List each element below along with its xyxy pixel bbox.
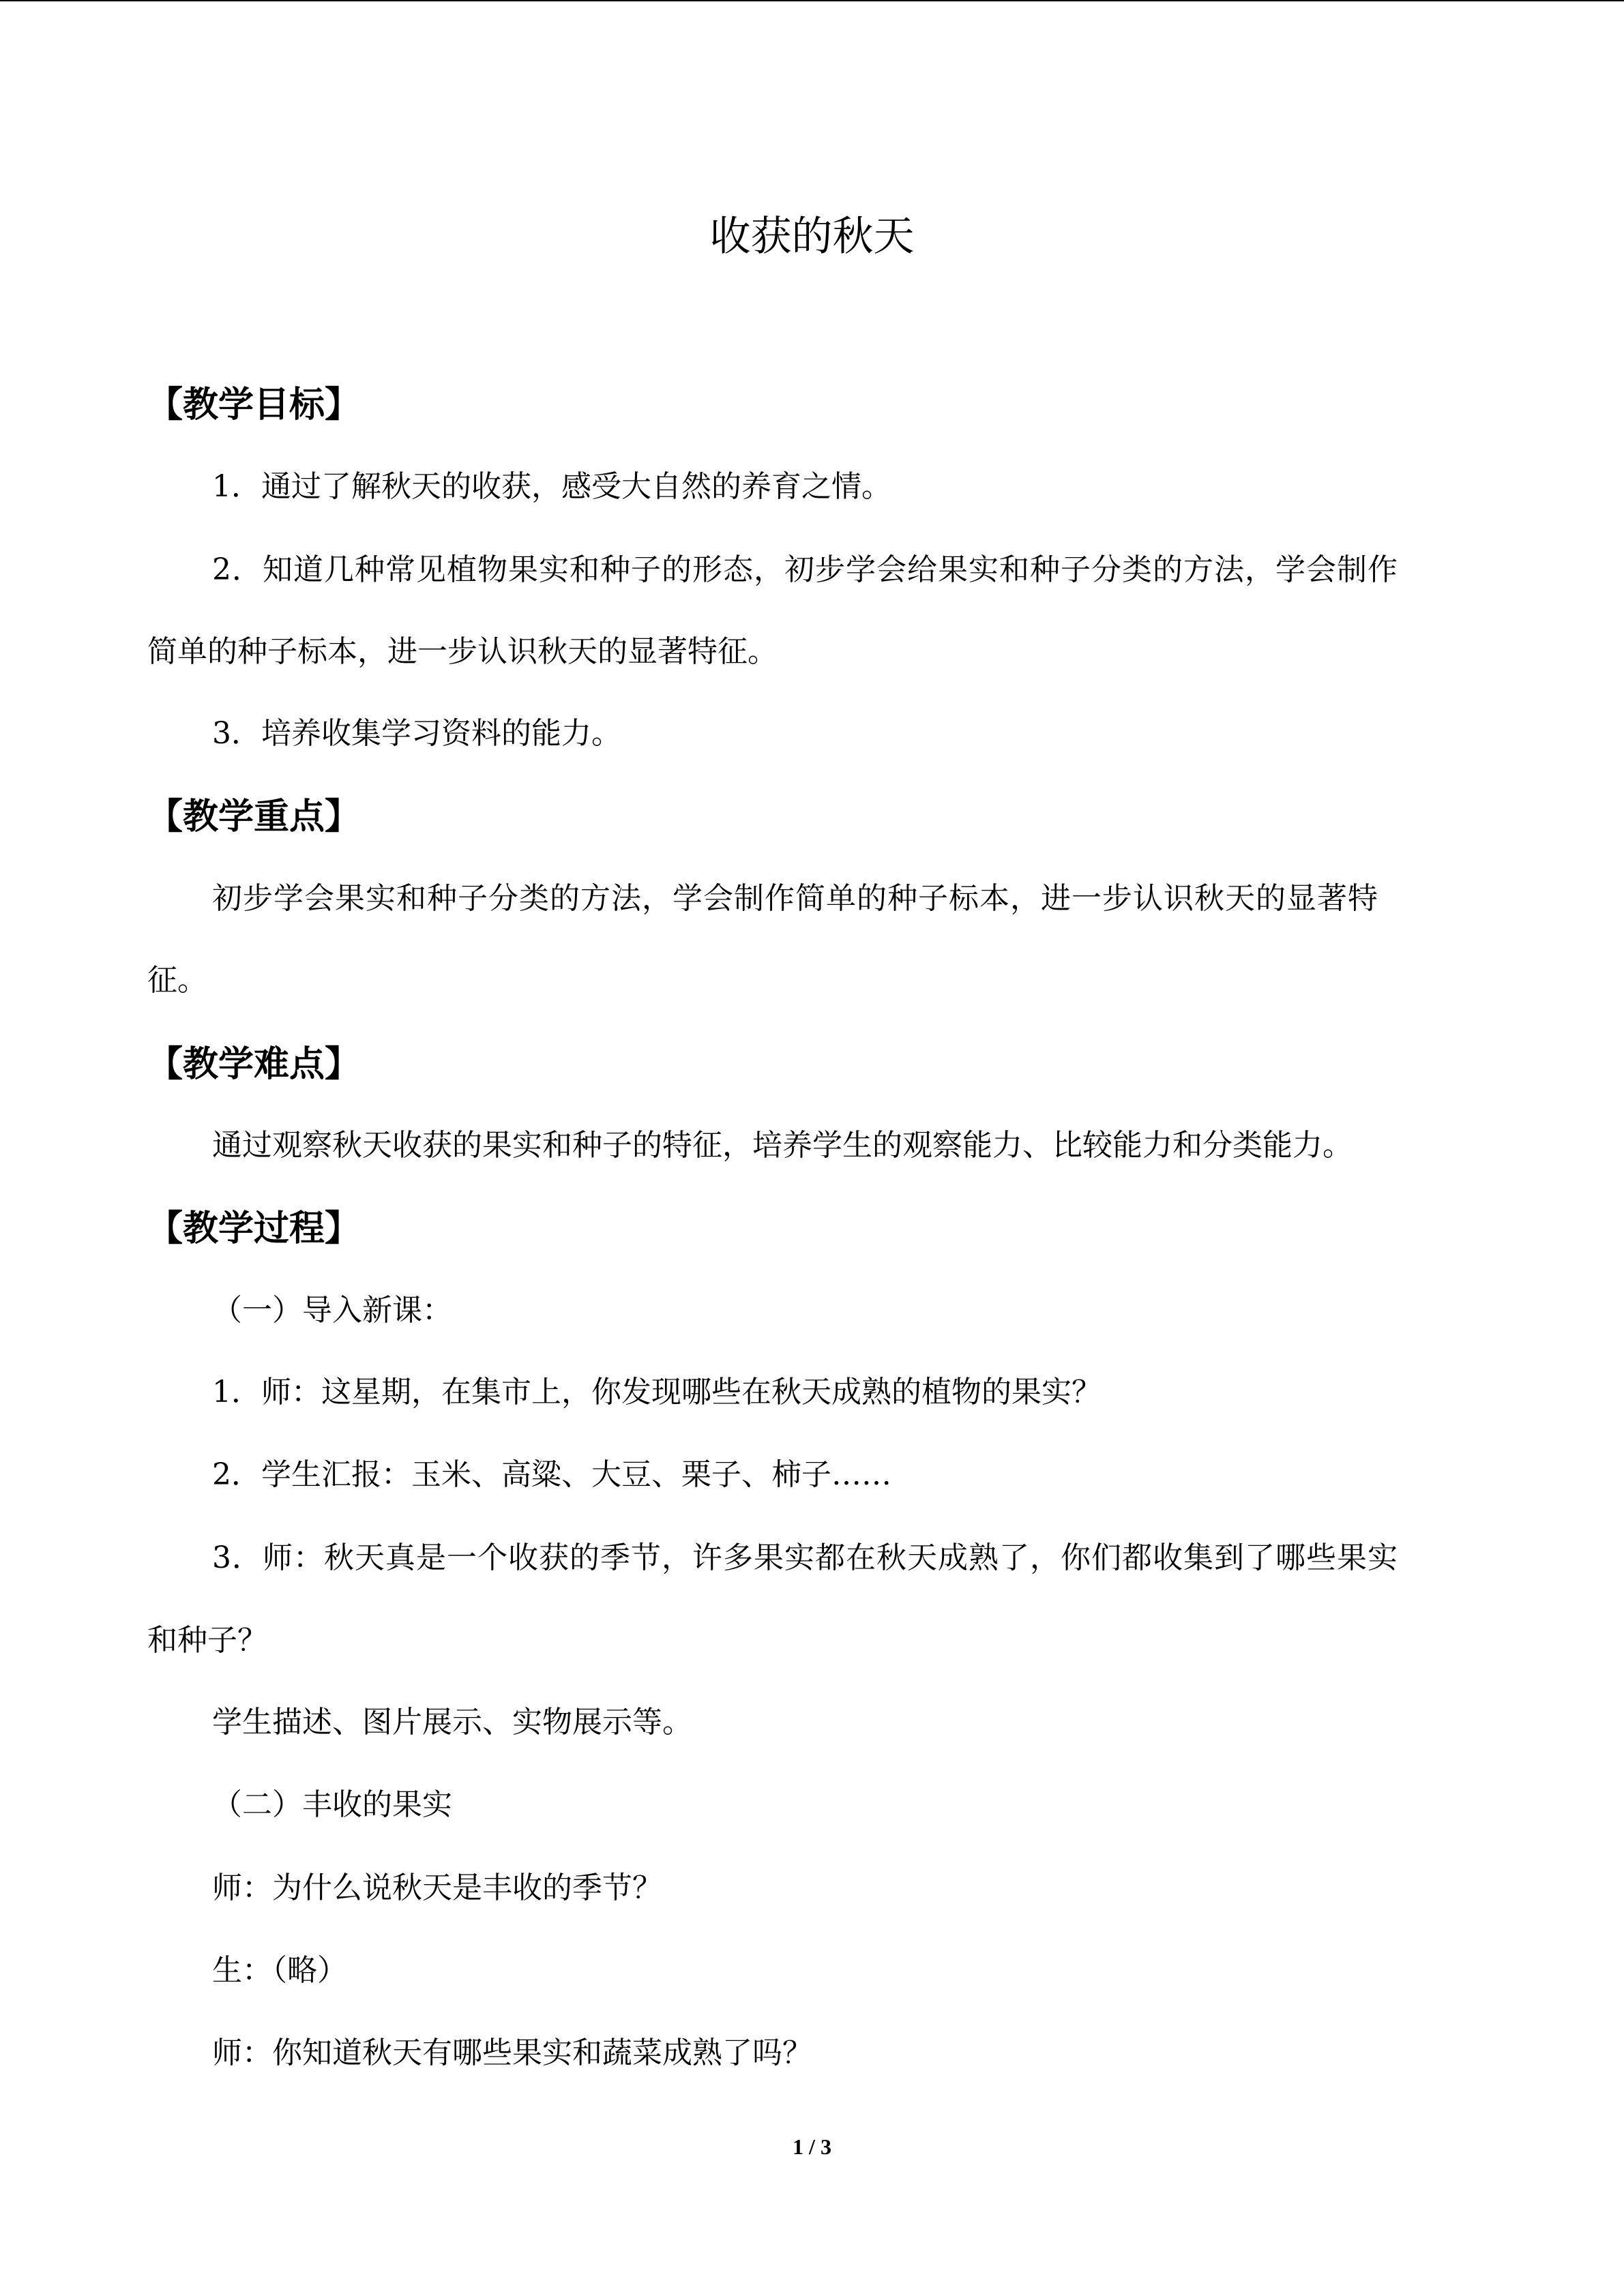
objective-item-2: 2．知道几种常见植物果实和种子的形态，初步学会给果实和种子分类的方法，学会制作 <box>212 552 1398 587</box>
process-line-1: （一）导入新课： <box>212 1293 452 1328</box>
heading-objectives: 【教学目标】 <box>147 385 361 426</box>
heading-key-points: 【教学重点】 <box>147 796 361 837</box>
process-line-6: 学生描述、图片展示、实物展示等。 <box>212 1705 692 1740</box>
objective-item-3: 3．培养收集学习资料的能力。 <box>212 716 621 751</box>
process-line-2: 1．师：这星期，在集市上，你发现哪些在秋天成熟的植物的果实？ <box>212 1375 1102 1410</box>
difficulties-line-1: 通过观察秋天收获的果实和种子的特征，培养学生的观察能力、比较能力和分类能力。 <box>212 1128 1353 1163</box>
heading-difficulties: 【教学难点】 <box>147 1044 361 1085</box>
process-line-9: 生：（略） <box>212 1953 347 1988</box>
page-number: 1 / 3 <box>793 2134 831 2159</box>
heading-process: 【教学过程】 <box>147 1208 361 1249</box>
process-line-5: 和种子？ <box>147 1623 267 1658</box>
process-line-10: 师：你知道秋天有哪些果实和蔬菜成熟了吗？ <box>212 2036 812 2070</box>
objective-item-1: 1．通过了解秋天的收获，感受大自然的养育之情。 <box>212 469 891 504</box>
key-points-line-1: 初步学会果实和种子分类的方法，学会制作简单的种子标本，进一步认识秋天的显著特 <box>212 881 1378 916</box>
process-line-3: 2．学生汇报：玉米、高粱、大豆、栗子、柿子…… <box>212 1457 891 1492</box>
process-line-7: （二）丰收的果实 <box>212 1787 452 1822</box>
top-border-line <box>0 0 1624 1</box>
document-title: 收获的秋天 <box>709 213 915 260</box>
objective-item-2-continued: 简单的种子标本，进一步认识秋天的显著特征。 <box>147 634 778 669</box>
process-line-8: 师：为什么说秋天是丰收的季节？ <box>212 1870 662 1905</box>
process-line-4: 3．师：秋天真是一个收获的季节，许多果实都在秋天成熟了，你们都收集到了哪些果实 <box>212 1540 1398 1575</box>
key-points-line-2: 征。 <box>147 963 207 998</box>
